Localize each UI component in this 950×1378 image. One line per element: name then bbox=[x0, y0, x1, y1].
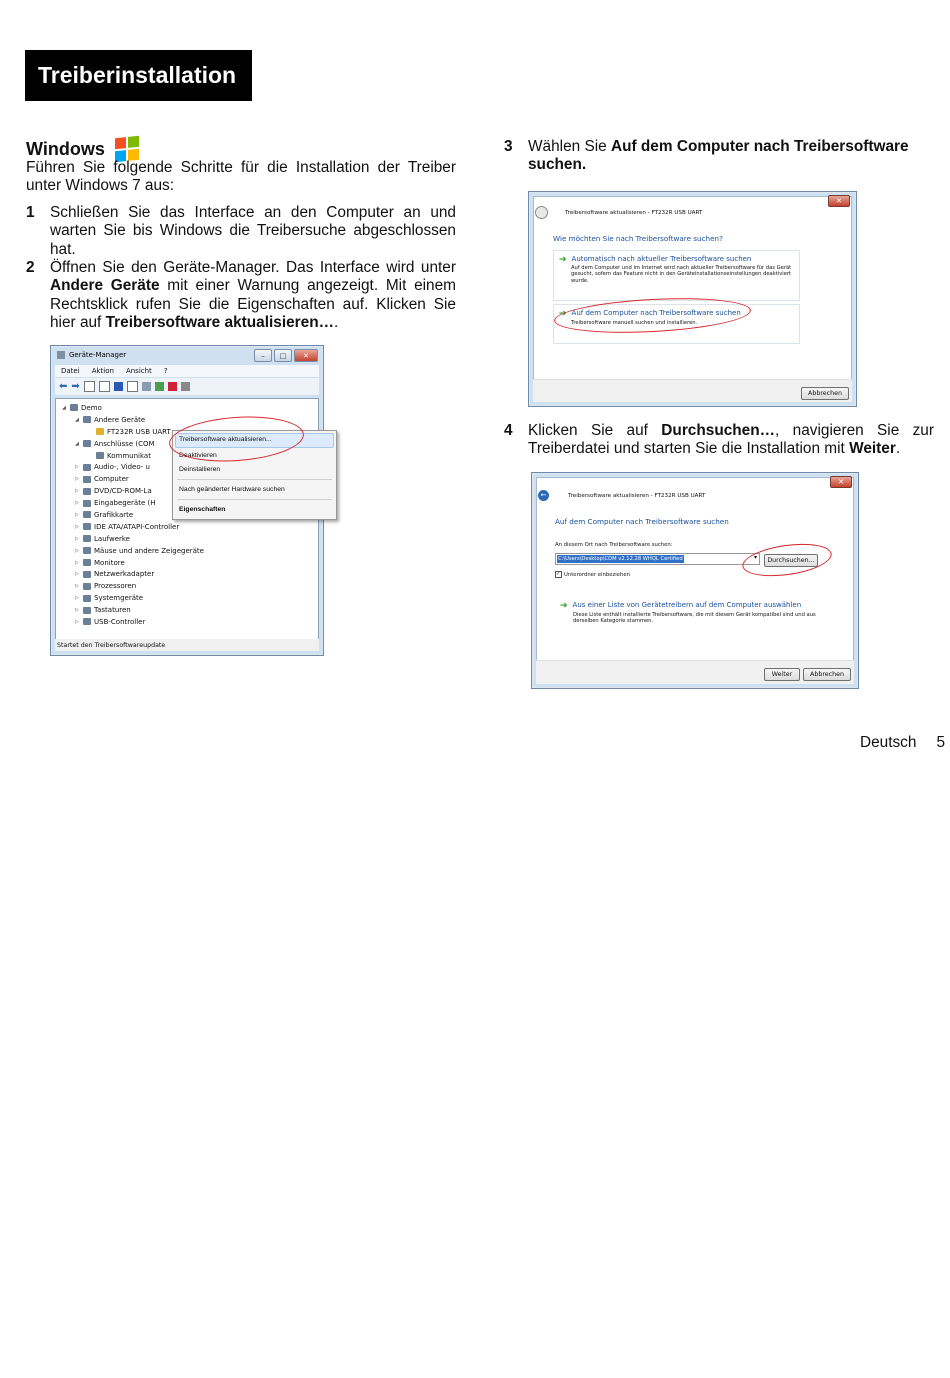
maximize-button[interactable]: □ bbox=[274, 349, 292, 362]
device-icon bbox=[96, 452, 104, 459]
device-icon bbox=[83, 559, 91, 566]
device-icon bbox=[83, 511, 91, 518]
tree-item[interactable] bbox=[62, 414, 204, 426]
forward-icon[interactable]: ➡ bbox=[71, 381, 80, 392]
tree-item[interactable] bbox=[62, 557, 204, 569]
expand-toggle-icon[interactable]: ▷ bbox=[75, 464, 79, 471]
step-2 bbox=[26, 259, 456, 332]
device-icon bbox=[83, 476, 91, 483]
dialog-heading: Auf dem Computer nach Treibersoftware suchen bbox=[555, 517, 729, 526]
device-icon bbox=[83, 547, 91, 554]
close-button[interactable]: ✕ bbox=[830, 476, 852, 488]
tree-item[interactable] bbox=[62, 533, 204, 545]
device-icon bbox=[83, 523, 91, 530]
tree-item[interactable] bbox=[62, 616, 204, 628]
device-icon bbox=[83, 607, 91, 614]
path-input[interactable]: C:\Users\Desktop\CDM v2.12.28 WHQL Certified ▾ bbox=[555, 553, 760, 565]
expand-toggle-icon[interactable]: ▷ bbox=[75, 500, 79, 507]
tree-item-label: Eingabegeräte (H bbox=[94, 499, 156, 508]
checkbox-icon[interactable]: ✓ bbox=[556, 571, 561, 577]
windows-heading bbox=[26, 137, 139, 161]
device-icon bbox=[83, 440, 91, 447]
option-browse-computer[interactable]: ➔ Auf dem Computer nach Treibersoftware suchen Treibersoftware manuell suchen und installieren. bbox=[553, 304, 800, 344]
menu-bar bbox=[55, 365, 319, 377]
option-pick-from-list[interactable]: ➔ Aus einer Liste von Gerätetreibern auf dem Computer auswählen bbox=[560, 601, 802, 611]
tree-item-label: Mäuse und andere Zeigegeräte bbox=[94, 546, 204, 555]
step-1 bbox=[26, 204, 456, 259]
step-text: Schließen Sie das Interface an den Computer an und warten Sie bis Windows die Treibersuche abgeschlossen hat. bbox=[50, 204, 456, 258]
close-button[interactable]: ✕ bbox=[828, 195, 850, 207]
subfolders-checkbox[interactable]: ✓ Unterordner einbeziehen bbox=[556, 571, 630, 578]
green-arrow-icon: ➔ bbox=[559, 255, 567, 265]
tree-item-label: DVD/CD-ROM-La bbox=[94, 487, 152, 496]
tree-item-label: Tastaturen bbox=[94, 606, 131, 615]
green-arrow-icon: ➔ bbox=[559, 309, 567, 319]
expand-toggle-icon[interactable]: ▷ bbox=[75, 595, 79, 602]
tree-item-label: IDE ATA/ATAPI-Controller bbox=[94, 522, 180, 531]
footer-language: Deutsch bbox=[859, 734, 917, 751]
back-icon[interactable]: ⬅ bbox=[59, 381, 68, 392]
tree-item[interactable] bbox=[62, 580, 204, 592]
step-text: Öffnen Sie den Geräte-Manager. Das Interface wird unter Andere Geräte mit einer Warnung angezeigt. Mit einem Rechtsklick rufen Sie die Eigenschaften auf. Klicken Sie hier auf Treibersoftware aktualisieren…. bbox=[50, 259, 456, 331]
expand-toggle-icon[interactable]: ▷ bbox=[75, 583, 79, 590]
close-button[interactable]: ✕ bbox=[294, 349, 318, 362]
menu-datei[interactable]: Datei bbox=[61, 367, 80, 375]
dialog-question: Wie möchten Sie nach Treibersoftware suchen? bbox=[553, 234, 723, 243]
cancel-button[interactable]: Abbrechen bbox=[801, 387, 849, 400]
menu-help[interactable]: ? bbox=[163, 367, 168, 375]
option-auto-search[interactable]: ➔ Automatisch nach aktueller Treibersoftware suchen Auf dem Computer und im Internet wird nach aktueller Treibersoftware für das Gerät gesucht, sofern das Feature nicht in den Geräteinstallationseinstellungen deaktiviert wurde. bbox=[553, 250, 800, 301]
device-icon bbox=[83, 618, 91, 625]
expand-toggle-icon[interactable]: ◢ bbox=[62, 404, 66, 411]
page-number: 5 bbox=[936, 734, 945, 751]
tree-item-label: Systemgeräte bbox=[94, 594, 144, 603]
step-4 bbox=[504, 422, 934, 459]
dialog-title: Treibersoftware aktualisieren - FT232R USB UART bbox=[565, 210, 703, 216]
device-icon bbox=[83, 500, 91, 507]
expand-toggle-icon[interactable]: ▷ bbox=[75, 547, 79, 554]
section-title: Treiberinstallation bbox=[25, 50, 252, 101]
device-icon bbox=[83, 571, 91, 578]
device-icon bbox=[96, 428, 104, 435]
back-arrow-icon[interactable] bbox=[535, 206, 548, 219]
driver-dialog-2 bbox=[531, 472, 859, 689]
toolbar bbox=[55, 378, 319, 395]
page-footer bbox=[860, 734, 945, 752]
green-arrow-icon: ➔ bbox=[560, 601, 568, 611]
tree-item[interactable] bbox=[62, 521, 204, 533]
tree-item-label: Kommunikat bbox=[107, 451, 151, 460]
expand-toggle-icon[interactable]: ◢ bbox=[75, 416, 79, 423]
tree-item-label: Grafikkarte bbox=[94, 510, 134, 519]
tree-item-label: Demo bbox=[81, 403, 102, 412]
computer-icon bbox=[57, 351, 65, 359]
device-icon bbox=[83, 535, 91, 542]
device-icon bbox=[83, 488, 91, 495]
properties-icon[interactable] bbox=[84, 381, 95, 392]
view-icon[interactable] bbox=[99, 381, 110, 392]
device-icon bbox=[83, 583, 91, 590]
intro-text: Führen Sie folgende Schritte für die Installation der Treiber unter Windows 7 aus: bbox=[26, 159, 456, 195]
list-icon[interactable] bbox=[127, 381, 138, 392]
menu-item-properties[interactable]: Eigenschaften bbox=[179, 506, 226, 513]
window-title: Geräte-Manager bbox=[69, 351, 127, 359]
back-arrow-icon[interactable]: ← bbox=[538, 490, 549, 501]
browse-button[interactable]: Durchsuchen... bbox=[764, 554, 818, 567]
dialog-title: Treibersoftware aktualisieren - FT232R USB UART bbox=[568, 493, 706, 499]
tree-item[interactable] bbox=[62, 592, 204, 604]
menu-ansicht[interactable]: Ansicht bbox=[125, 367, 152, 375]
list-description: Diese Liste enthält installierte Treibersoftware, die mit diesem Gerät kompatibel sind und aus derselben Kategorie stammen. bbox=[573, 612, 816, 625]
minimize-button[interactable]: – bbox=[254, 349, 272, 362]
tree-item[interactable] bbox=[62, 604, 204, 616]
tree-item[interactable] bbox=[62, 568, 204, 580]
expand-toggle-icon[interactable]: ▷ bbox=[75, 607, 79, 614]
step-number: 3 bbox=[504, 138, 513, 155]
step-text: Wählen Sie Auf dem Computer nach Treibersoftware suchen. bbox=[528, 138, 909, 174]
tree-item-label: Audio-, Video- u bbox=[94, 463, 150, 472]
expand-toggle-icon[interactable]: ▷ bbox=[75, 559, 79, 566]
expand-toggle-icon[interactable]: ▷ bbox=[75, 571, 79, 578]
tree-item-label: FT232R USB UART bbox=[107, 427, 171, 436]
expand-toggle-icon[interactable]: ▷ bbox=[75, 523, 79, 530]
dropdown-arrow-icon[interactable]: ▾ bbox=[753, 554, 757, 561]
menu-aktion[interactable]: Aktion bbox=[91, 367, 114, 375]
menu-item-update-driver[interactable]: Treibersoftware aktualisieren... bbox=[179, 436, 272, 443]
update-driver-icon[interactable] bbox=[155, 382, 164, 391]
status-bar: Startet den Treibersoftwareupdate bbox=[55, 639, 319, 651]
step-number: 4 bbox=[504, 422, 513, 439]
device-icon bbox=[83, 595, 91, 602]
driver-dialog-1 bbox=[528, 191, 857, 407]
tree-item-label: Anschlüsse (COM bbox=[94, 439, 155, 448]
cancel-button[interactable]: Abbrechen bbox=[803, 668, 851, 681]
scan-hardware-icon[interactable] bbox=[142, 382, 151, 391]
step-3 bbox=[504, 138, 934, 175]
tree-item-label: Andere Geräte bbox=[94, 415, 146, 424]
tree-item-label: Netzwerkadapter bbox=[94, 570, 155, 579]
expand-toggle-icon[interactable]: ▷ bbox=[75, 535, 79, 542]
expand-toggle-icon[interactable]: ▷ bbox=[75, 476, 79, 483]
tree-item-label: Computer bbox=[94, 475, 129, 484]
next-button[interactable]: Weiter bbox=[764, 668, 800, 681]
step-number: 2 bbox=[26, 259, 35, 276]
expand-toggle-icon[interactable]: ▷ bbox=[75, 618, 79, 625]
tree-item[interactable] bbox=[62, 545, 204, 557]
device-icon bbox=[83, 416, 91, 423]
help-icon[interactable] bbox=[114, 382, 123, 391]
menu-item-uninstall[interactable]: Deinstallieren bbox=[179, 466, 221, 473]
menu-item-scan-hardware[interactable]: Nach geänderter Hardware suchen bbox=[179, 486, 285, 493]
windows-heading-text: Windows bbox=[26, 138, 105, 159]
path-label: An diesem Ort nach Treibersoftware suchen: bbox=[555, 542, 673, 548]
tree-item-label: Laufwerke bbox=[94, 534, 130, 543]
device-icon bbox=[70, 404, 78, 411]
tree-item-label: Prozessoren bbox=[94, 582, 137, 591]
step-number: 1 bbox=[26, 204, 35, 221]
expand-toggle-icon[interactable]: ▷ bbox=[75, 488, 79, 495]
disable-icon[interactable] bbox=[181, 382, 190, 391]
device-icon bbox=[83, 464, 91, 471]
tree-item-label: Monitore bbox=[94, 558, 125, 567]
tree-item-label: USB-Controller bbox=[94, 617, 146, 626]
expand-toggle-icon[interactable]: ▷ bbox=[75, 511, 79, 518]
tree-item[interactable] bbox=[62, 402, 204, 414]
step-text: Klicken Sie auf Durchsuchen…, navigieren Sie zur Treiberdatei und starten Sie die Installation mit Weiter. bbox=[528, 422, 934, 458]
uninstall-icon[interactable] bbox=[168, 382, 177, 391]
expand-toggle-icon[interactable]: ◢ bbox=[75, 440, 79, 447]
menu-item-disable[interactable]: Deaktivieren bbox=[179, 452, 217, 459]
